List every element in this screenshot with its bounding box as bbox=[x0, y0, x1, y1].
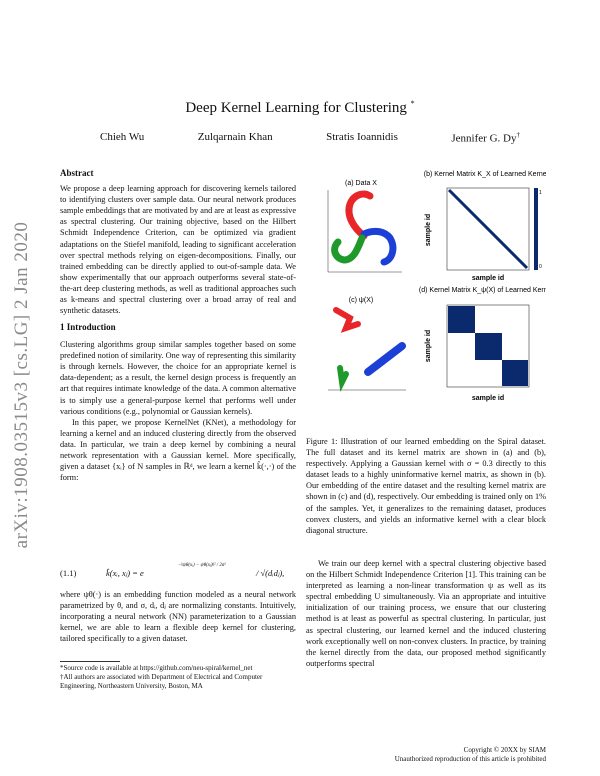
equation-exponent: −‖ψθ(xᵢ) − ψθ(xⱼ)‖² / 2σ² bbox=[178, 563, 226, 568]
blue-cluster bbox=[368, 346, 402, 372]
copyright-line-2: Unauthorized reproduction of this article is prohibited bbox=[394, 755, 546, 763]
block-2 bbox=[475, 333, 502, 360]
panel-c-scatter bbox=[336, 310, 402, 382]
panel-d-xlabel: sample id bbox=[471, 395, 505, 402]
footnote-2: †All authors are associated with Department of Electrical and Computer Engineering, Northeastern University, Boston, MA bbox=[60, 673, 263, 690]
right-column-body bbox=[306, 558, 546, 669]
colorbar-min-label: 0 bbox=[539, 264, 542, 270]
blue-cluster bbox=[364, 231, 393, 262]
red-cluster bbox=[336, 310, 358, 328]
colorbar-max-label: 1 bbox=[539, 190, 542, 196]
abstract-text: We propose a deep learning approach for discovering kernels tailored to identifying clusters over sample data. Our neural network produces sample embeddings that are motivated by and are at least as expressive as spectral clustering. Our training objective, based on the Hilbert Schmidt Independence Criterion, can be optimized via gradient adaptations on the Stiefel manifold, leading to significant acceleration over spectral methods relying on eigen-decompositions. Finally, our trained embedding can be directly applied to out-of-sample data. We show experimentally that our approach outperforms several state-of-the-art deep clustering methods, as well as traditional approaches such as k-means and spectral clustering over a broad array of real and synthetic datasets. bbox=[60, 184, 296, 316]
author: Stratis Ioannidis bbox=[326, 131, 398, 143]
author: Jennifer G. Dy† bbox=[451, 131, 520, 145]
intro-paragraph-2: In this paper, we propose KernelNet (KNet), a methodology for learning a kernel and an induced clustering directly from the observed data. In particular, we train a deep kernel by combining a neural network representation with a Gaussian kernel. More specifically, given a dataset {xᵢ} of N samples in ℝᵈ, we learn a kernel k̂(·,·) of the form: bbox=[60, 417, 296, 483]
title-footnote-mark: * bbox=[410, 99, 415, 108]
footnotes bbox=[60, 664, 296, 691]
equation-1-1 bbox=[60, 563, 296, 582]
author-footnote-mark: † bbox=[516, 131, 520, 139]
intro-paragraph-3: where ψθ(·) is an embedding function modeled as a neural network parametrized by θ, and σ, dᵢ, dⱼ are normalizing constants. Intuitively, incorporating a neural network (NN) parameterization to a Gaussian kernel, we are able to learn a flexible deep kernel for clustering, tailored specifically to a given dataset. bbox=[60, 590, 296, 644]
author: Zulqarnain Khan bbox=[197, 131, 273, 143]
panel-b-title: (b) Kernel Matrix K_X of Learned Kernel bbox=[423, 171, 546, 178]
panel-b-xlabel: sample id bbox=[471, 275, 505, 282]
abstract-section bbox=[60, 168, 296, 316]
intro-heading: 1 Introduction bbox=[60, 322, 116, 332]
panel-b-ylabel: sample id bbox=[425, 213, 432, 247]
equation-rhs: / √(dᵢdⱼ), bbox=[256, 568, 285, 578]
footnote-rule bbox=[60, 661, 120, 662]
right-paragraph-1: We train our deep kernel with a spectral clustering objective based on the Hilbert Schmidt Independence Criterion [1]. This training can be interpreted as learning a non-linear transformation ψ as well as its spectral embedding U simultaneously. Via an appropriate and intuitive initialization of our training process, we ensure that our clustering method is at least as powerful as spectral clustering. In particular, just as spectral clustering, our learned kernel and the induced clustering work exceptionally well on non-convex clusters. In practice, by training the kernel directly from the data, our proposed method significantly outperforms spectral bbox=[306, 559, 546, 668]
green-cluster bbox=[335, 238, 362, 260]
panel-d-title: (d) Kernel Matrix K_ψ(X) of Learned Kernel bbox=[418, 287, 546, 294]
figure-1-graphics bbox=[306, 168, 546, 432]
arxiv-id: arXiv:1908.03515v3 [cs.LG] 2 Jan 2020 bbox=[11, 221, 32, 549]
author-list bbox=[100, 131, 520, 145]
equation-number: (1.1) bbox=[60, 568, 77, 578]
copyright-line-1: Copyright © 20XX by SIAM bbox=[463, 746, 546, 754]
arxiv-stamp bbox=[2, 150, 42, 620]
block-1 bbox=[448, 306, 475, 333]
caption-text: Figure 1: Illustration of our learned embedding on the Spiral dataset. The full dataset and its kernel matrix are shown in (a) and (b), respectively. Applying a Gaussian kernel with σ = 0.3 directly to this dataset leads to a highly uninformative kernel matrix, as shown in (b). Our embedding of the entire dataset and the resulting kernel matrix are shown in (c) and (d), respectively. Our embedding is trained only on 1% of the samples. Yet, it generalizes to the remaining dataset, produces convex clusters, and yields an informative kernel with a clear block diagonal structure. bbox=[306, 437, 547, 535]
panel-d-ylabel: sample id bbox=[425, 329, 432, 363]
equation-lhs: k̂(xᵢ, xⱼ) = e bbox=[106, 568, 144, 578]
footnote-1: *Source code is available at https://github.com/neu-spiral/kernel_net bbox=[60, 664, 253, 672]
block-3 bbox=[502, 360, 528, 386]
paper-title bbox=[0, 99, 600, 117]
author: Chieh Wu bbox=[100, 131, 145, 143]
panel-c-title: (c) ψ(X) bbox=[348, 297, 374, 304]
figure-caption bbox=[306, 436, 546, 536]
panel-b-colorbar bbox=[534, 188, 538, 270]
copyright-notice bbox=[306, 746, 546, 764]
introduction-section bbox=[60, 322, 296, 483]
intro-paragraph-1: Clustering algorithms group similar samples together based on some predefined notion of similarity. One way of representing this similarity is through kernels. However, the choice for an appropriate kernel is data-dependent; as a result, the kernel design process is frequently an art that requires intimate knowledge of the data. A common alternative is to simply use a general-purpose kernel that performs well under various conditions (e.g., polynomial or Gaussian kernels). bbox=[60, 340, 296, 416]
panel-a-scatter bbox=[335, 194, 393, 262]
abstract-heading: Abstract bbox=[60, 168, 94, 178]
green-cluster bbox=[340, 368, 346, 382]
figure-1 bbox=[306, 168, 546, 432]
intro-continued bbox=[60, 589, 296, 644]
panel-a-title: (a) Data X bbox=[345, 180, 377, 187]
title-text: Deep Kernel Learning for Clustering bbox=[185, 100, 407, 116]
